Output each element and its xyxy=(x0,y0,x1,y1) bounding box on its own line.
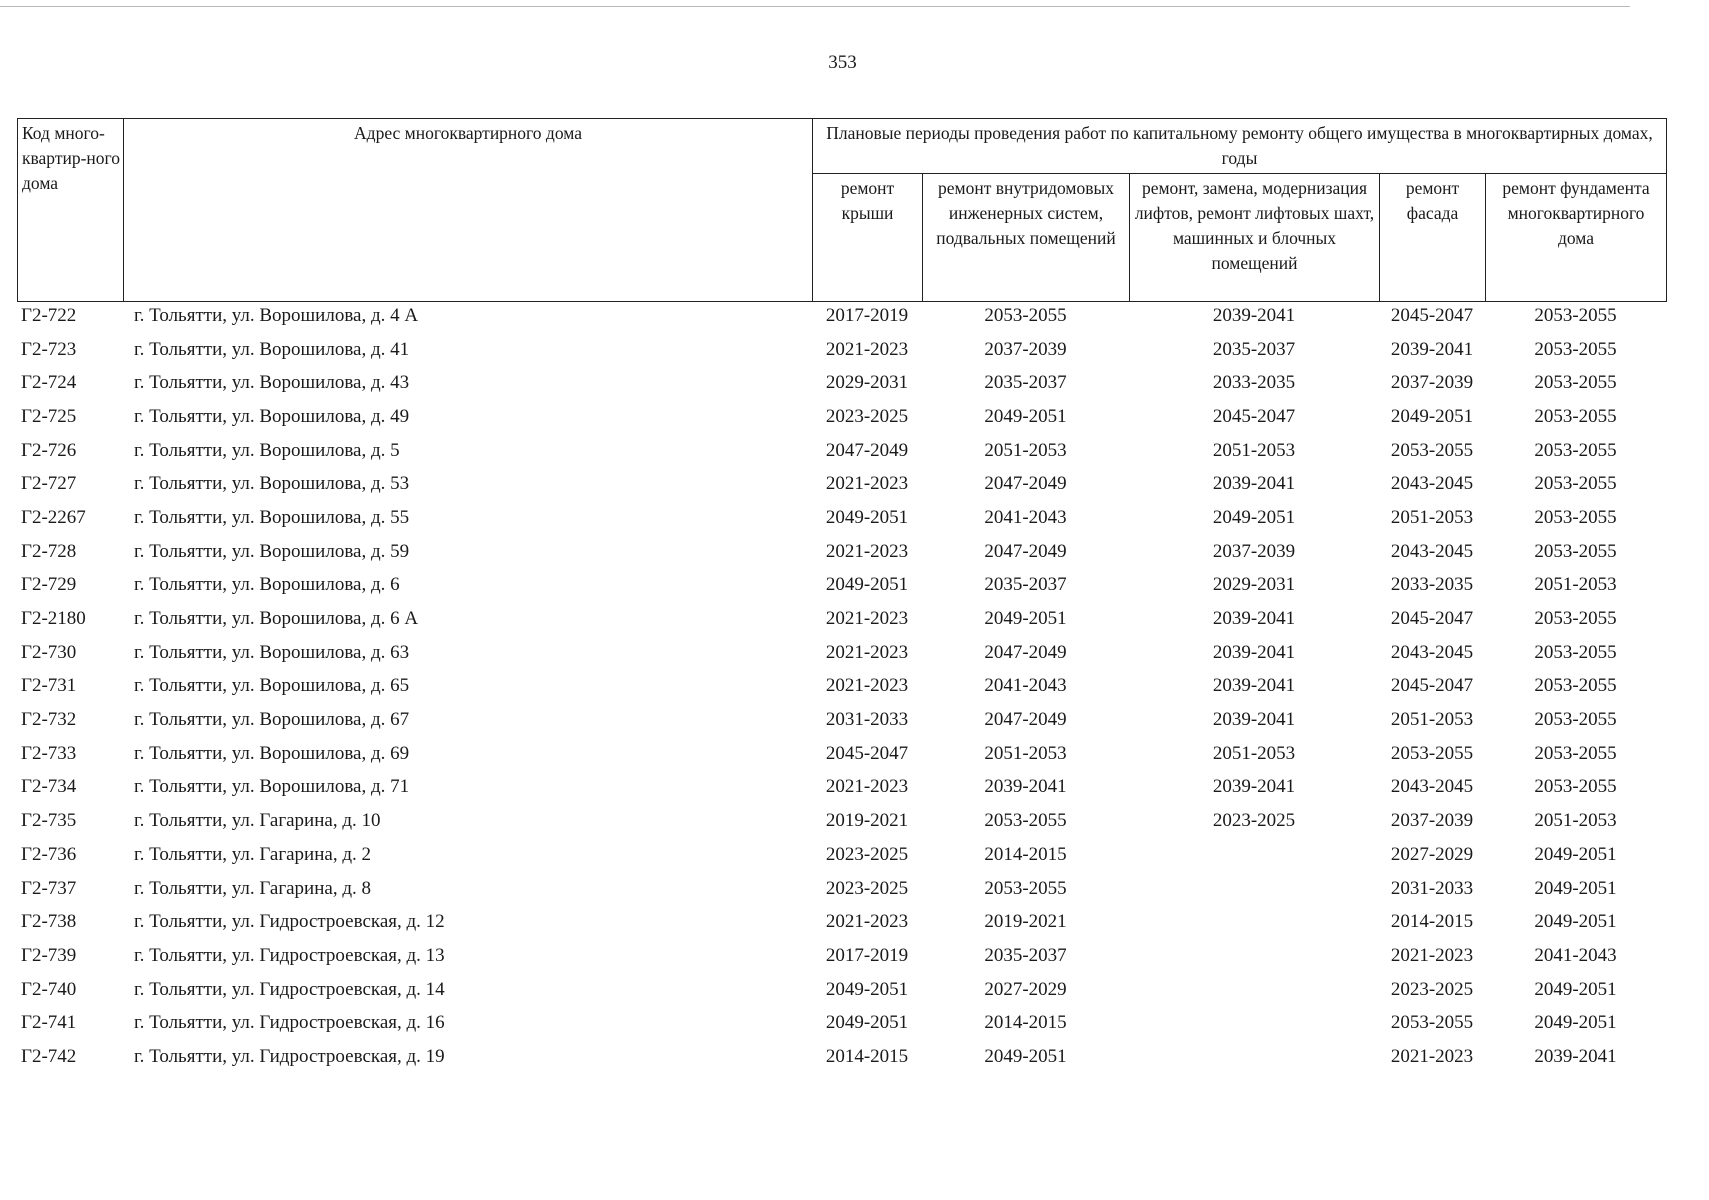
cell-lifts: 2039-2041 xyxy=(1212,304,1296,326)
cell-systems: 2053-2055 xyxy=(984,810,1067,832)
cell-roof: 2021-2023 xyxy=(825,675,909,697)
cell-facade: 2049-2051 xyxy=(1390,405,1474,427)
cell-code: Г2-2180 xyxy=(21,608,86,630)
cell-roof: 2031-2033 xyxy=(825,709,909,731)
cell-lifts: 2023-2025 xyxy=(1212,810,1296,832)
cell-systems: 2039-2041 xyxy=(984,776,1067,798)
cell-code: Г2-740 xyxy=(21,978,77,1000)
cell-facade: 2051-2053 xyxy=(1390,506,1474,528)
cell-lifts: 2039-2041 xyxy=(1212,608,1296,630)
cell-systems: 2041-2043 xyxy=(984,506,1067,528)
header-address: Адрес многоквартирного дома xyxy=(124,119,813,302)
cell-foundation: 2053-2055 xyxy=(1534,675,1617,697)
cell-foundation: 2053-2055 xyxy=(1534,540,1617,562)
cell-facade: 2045-2047 xyxy=(1390,608,1474,630)
cell-code: Г2-735 xyxy=(21,810,77,832)
cell-foundation: 2053-2055 xyxy=(1534,608,1617,630)
table-row xyxy=(17,400,1666,434)
table-row xyxy=(17,1006,1666,1040)
table-row xyxy=(17,1040,1666,1074)
cell-code: Г2-722 xyxy=(21,304,77,326)
cell-systems: 2047-2049 xyxy=(984,641,1067,663)
table-row xyxy=(17,838,1666,872)
cell-code: Г2-723 xyxy=(21,338,77,360)
table-row xyxy=(17,939,1666,973)
cell-systems: 2047-2049 xyxy=(984,709,1067,731)
cell-address: г. Тольятти, ул. Ворошилова, д. 4 А xyxy=(134,304,419,326)
cell-foundation: 2053-2055 xyxy=(1534,439,1617,461)
cell-code: Г2-730 xyxy=(21,641,77,663)
cell-code: Г2-736 xyxy=(21,843,77,865)
cell-facade: 2043-2045 xyxy=(1390,776,1474,798)
header-lifts: ремонт, замена, модернизация лифтов, ремонт лифтовых шахт, машинных и блочных помещений xyxy=(1130,174,1380,302)
cell-roof: 2021-2023 xyxy=(825,776,909,798)
cell-roof: 2049-2051 xyxy=(825,574,909,596)
cell-code: Г2-742 xyxy=(21,1045,77,1067)
cell-systems: 2014-2015 xyxy=(984,1012,1067,1034)
cell-foundation: 2053-2055 xyxy=(1534,506,1617,528)
cell-code: Г2-727 xyxy=(21,473,77,495)
cell-lifts: 2051-2053 xyxy=(1212,439,1296,461)
cell-foundation: 2049-2051 xyxy=(1534,877,1617,899)
cell-facade: 2051-2053 xyxy=(1390,709,1474,731)
cell-foundation: 2049-2051 xyxy=(1534,843,1617,865)
cell-systems: 2037-2039 xyxy=(984,338,1067,360)
cell-facade: 2014-2015 xyxy=(1390,911,1474,933)
cell-foundation: 2039-2041 xyxy=(1534,1045,1617,1067)
cell-address: г. Тольятти, ул. Ворошилова, д. 49 xyxy=(134,405,410,427)
cell-systems: 2049-2051 xyxy=(984,608,1067,630)
table-row xyxy=(17,804,1666,838)
cell-code: Г2-734 xyxy=(21,776,77,798)
cell-address: г. Тольятти, ул. Гидростроевская, д. 14 xyxy=(134,978,445,1000)
cell-systems: 2049-2051 xyxy=(984,1045,1067,1067)
table-row xyxy=(17,333,1666,367)
cell-systems: 2053-2055 xyxy=(984,304,1067,326)
cell-systems: 2019-2021 xyxy=(984,911,1067,933)
table-row xyxy=(17,872,1666,906)
cell-code: Г2-738 xyxy=(21,911,77,933)
cell-facade: 2021-2023 xyxy=(1390,1045,1474,1067)
table-row xyxy=(17,636,1666,670)
cell-roof: 2049-2051 xyxy=(825,506,909,528)
cell-roof: 2021-2023 xyxy=(825,641,909,663)
cell-foundation: 2053-2055 xyxy=(1534,372,1617,394)
header-periods: Плановые периоды проведения работ по капитальному ремонту общего имущества в многоквартирных домах, годы xyxy=(813,119,1667,174)
cell-lifts xyxy=(1129,905,1379,939)
cell-facade: 2043-2045 xyxy=(1390,641,1474,663)
cell-systems: 2053-2055 xyxy=(984,877,1067,899)
cell-address: г. Тольятти, ул. Ворошилова, д. 5 xyxy=(134,439,400,461)
cell-facade: 2043-2045 xyxy=(1390,473,1474,495)
cell-lifts xyxy=(1129,1006,1379,1040)
header-systems: ремонт внутридомовых инженерных систем, подвальных помещений xyxy=(923,174,1130,302)
cell-systems: 2041-2043 xyxy=(984,675,1067,697)
cell-systems: 2035-2037 xyxy=(984,574,1067,596)
cell-address: г. Тольятти, ул. Ворошилова, д. 67 xyxy=(134,709,410,731)
cell-foundation: 2053-2055 xyxy=(1534,709,1617,731)
table-row xyxy=(17,535,1666,569)
cell-code: Г2-2267 xyxy=(21,506,86,528)
cell-address: г. Тольятти, ул. Гидростроевская, д. 13 xyxy=(134,944,445,966)
cell-roof: 2021-2023 xyxy=(825,608,909,630)
cell-roof: 2049-2051 xyxy=(825,1012,909,1034)
cell-foundation: 2053-2055 xyxy=(1534,641,1617,663)
cell-address: г. Тольятти, ул. Ворошилова, д. 59 xyxy=(134,540,410,562)
cell-lifts xyxy=(1129,838,1379,872)
cell-roof: 2021-2023 xyxy=(825,911,909,933)
table-row xyxy=(17,467,1666,501)
cell-roof: 2019-2021 xyxy=(825,810,909,832)
cell-lifts: 2029-2031 xyxy=(1212,574,1296,596)
cell-facade: 2023-2025 xyxy=(1390,978,1474,1000)
cell-roof: 2017-2019 xyxy=(825,304,909,326)
cell-facade: 2031-2033 xyxy=(1390,877,1474,899)
table-row xyxy=(17,973,1666,1007)
top-rule xyxy=(0,6,1630,7)
table-row xyxy=(17,602,1666,636)
table-row xyxy=(17,737,1666,771)
cell-foundation: 2053-2055 xyxy=(1534,473,1617,495)
cell-address: г. Тольятти, ул. Гагарина, д. 10 xyxy=(134,810,381,832)
cell-systems: 2035-2037 xyxy=(984,372,1067,394)
cell-roof: 2023-2025 xyxy=(825,843,909,865)
header-foundation: ремонт фундамента многоквартирного дома xyxy=(1486,174,1667,302)
page-number: 353 xyxy=(828,52,857,73)
header-code: Код много-квартир-ного дома xyxy=(18,119,124,302)
cell-roof: 2023-2025 xyxy=(825,405,909,427)
cell-lifts: 2049-2051 xyxy=(1212,506,1296,528)
cell-address: г. Тольятти, ул. Гидростроевская, д. 12 xyxy=(134,911,445,933)
cell-facade: 2033-2035 xyxy=(1390,574,1474,596)
cell-lifts xyxy=(1129,1040,1379,1074)
cell-lifts: 2051-2053 xyxy=(1212,742,1296,764)
cell-address: г. Тольятти, ул. Ворошилова, д. 6 xyxy=(134,574,400,596)
cell-foundation: 2053-2055 xyxy=(1534,338,1617,360)
cell-code: Г2-725 xyxy=(21,405,77,427)
cell-roof: 2021-2023 xyxy=(825,338,909,360)
cell-code: Г2-729 xyxy=(21,574,77,596)
cell-facade: 2037-2039 xyxy=(1390,372,1474,394)
cell-facade: 2043-2045 xyxy=(1390,540,1474,562)
cell-address: г. Тольятти, ул. Гидростроевская, д. 19 xyxy=(134,1045,445,1067)
cell-foundation: 2049-2051 xyxy=(1534,978,1617,1000)
cell-address: г. Тольятти, ул. Ворошилова, д. 55 xyxy=(134,506,410,528)
table-row xyxy=(17,299,1666,333)
cell-systems: 2049-2051 xyxy=(984,405,1067,427)
cell-address: г. Тольятти, ул. Ворошилова, д. 63 xyxy=(134,641,410,663)
cell-facade: 2053-2055 xyxy=(1390,1012,1474,1034)
cell-lifts: 2039-2041 xyxy=(1212,473,1296,495)
cell-foundation: 2053-2055 xyxy=(1534,742,1617,764)
cell-lifts xyxy=(1129,973,1379,1007)
table-row xyxy=(17,703,1666,737)
cell-address: г. Тольятти, ул. Ворошилова, д. 71 xyxy=(134,776,410,798)
cell-lifts xyxy=(1129,939,1379,973)
header-roof: ремонт крыши xyxy=(813,174,923,302)
cell-roof: 2021-2023 xyxy=(825,473,909,495)
cell-facade: 2045-2047 xyxy=(1390,675,1474,697)
cell-address: г. Тольятти, ул. Ворошилова, д. 41 xyxy=(134,338,410,360)
cell-foundation: 2053-2055 xyxy=(1534,776,1617,798)
cell-code: Г2-731 xyxy=(21,675,77,697)
cell-code: Г2-732 xyxy=(21,709,77,731)
cell-lifts: 2039-2041 xyxy=(1212,709,1296,731)
cell-facade: 2021-2023 xyxy=(1390,944,1474,966)
cell-code: Г2-739 xyxy=(21,944,77,966)
cell-foundation: 2041-2043 xyxy=(1534,944,1617,966)
cell-roof: 2023-2025 xyxy=(825,877,909,899)
cell-roof: 2047-2049 xyxy=(825,439,909,461)
cell-roof: 2021-2023 xyxy=(825,540,909,562)
table-row xyxy=(17,434,1666,468)
cell-facade: 2053-2055 xyxy=(1390,742,1474,764)
cell-address: г. Тольятти, ул. Ворошилова, д. 43 xyxy=(134,372,410,394)
table-body xyxy=(17,299,1666,1074)
cell-foundation: 2051-2053 xyxy=(1534,810,1617,832)
table-header xyxy=(17,118,1667,302)
cell-code: Г2-724 xyxy=(21,372,77,394)
cell-systems: 2035-2037 xyxy=(984,944,1067,966)
cell-facade: 2027-2029 xyxy=(1390,843,1474,865)
table-row xyxy=(17,905,1666,939)
cell-foundation: 2051-2053 xyxy=(1534,574,1617,596)
cell-lifts: 2035-2037 xyxy=(1212,338,1296,360)
table-row xyxy=(17,501,1666,535)
cell-code: Г2-733 xyxy=(21,742,77,764)
cell-roof: 2017-2019 xyxy=(825,944,909,966)
table-row xyxy=(17,569,1666,603)
cell-address: г. Тольятти, ул. Ворошилова, д. 6 А xyxy=(134,608,419,630)
cell-systems: 2027-2029 xyxy=(984,978,1067,1000)
table-row xyxy=(17,771,1666,805)
header-facade: ремонт фасада xyxy=(1380,174,1486,302)
cell-facade: 2053-2055 xyxy=(1390,439,1474,461)
cell-foundation: 2053-2055 xyxy=(1534,405,1617,427)
cell-address: г. Тольятти, ул. Ворошилова, д. 69 xyxy=(134,742,410,764)
cell-systems: 2014-2015 xyxy=(984,843,1067,865)
cell-code: Г2-726 xyxy=(21,439,77,461)
cell-address: г. Тольятти, ул. Гагарина, д. 8 xyxy=(134,877,371,899)
cell-code: Г2-741 xyxy=(21,1012,77,1034)
cell-roof: 2049-2051 xyxy=(825,978,909,1000)
cell-roof: 2014-2015 xyxy=(825,1045,909,1067)
table-row xyxy=(17,366,1666,400)
cell-systems: 2051-2053 xyxy=(984,439,1067,461)
cell-lifts: 2037-2039 xyxy=(1212,540,1296,562)
cell-facade: 2037-2039 xyxy=(1390,810,1474,832)
cell-lifts: 2039-2041 xyxy=(1212,675,1296,697)
cell-foundation: 2049-2051 xyxy=(1534,1012,1617,1034)
cell-lifts: 2033-2035 xyxy=(1212,372,1296,394)
cell-address: г. Тольятти, ул. Ворошилова, д. 53 xyxy=(134,473,410,495)
cell-address: г. Тольятти, ул. Ворошилова, д. 65 xyxy=(134,675,410,697)
cell-systems: 2047-2049 xyxy=(984,473,1067,495)
cell-facade: 2039-2041 xyxy=(1390,338,1474,360)
cell-address: г. Тольятти, ул. Гагарина, д. 2 xyxy=(134,843,371,865)
cell-systems: 2047-2049 xyxy=(984,540,1067,562)
cell-foundation: 2049-2051 xyxy=(1534,911,1617,933)
cell-roof: 2045-2047 xyxy=(825,742,909,764)
cell-foundation: 2053-2055 xyxy=(1534,304,1617,326)
cell-roof: 2029-2031 xyxy=(825,372,909,394)
cell-facade: 2045-2047 xyxy=(1390,304,1474,326)
cell-code: Г2-737 xyxy=(21,877,77,899)
cell-lifts: 2045-2047 xyxy=(1212,405,1296,427)
cell-code: Г2-728 xyxy=(21,540,77,562)
cell-systems: 2051-2053 xyxy=(984,742,1067,764)
table-row xyxy=(17,670,1666,704)
cell-address: г. Тольятти, ул. Гидростроевская, д. 16 xyxy=(134,1012,445,1034)
cell-lifts: 2039-2041 xyxy=(1212,776,1296,798)
cell-lifts xyxy=(1129,872,1379,906)
cell-lifts: 2039-2041 xyxy=(1212,641,1296,663)
